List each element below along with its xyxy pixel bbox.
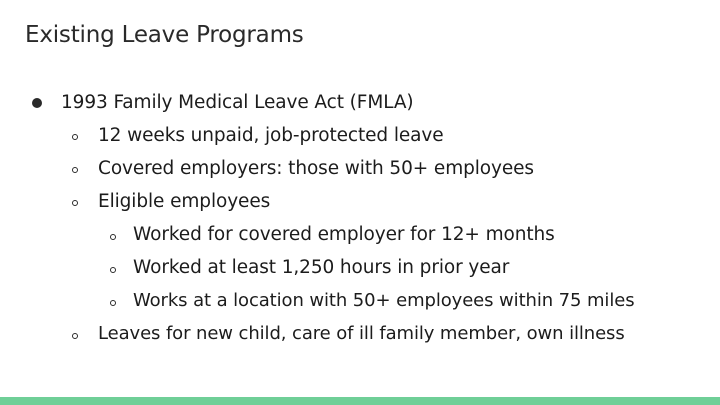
accent-bar (0, 397, 720, 405)
bullet-hollow-icon (110, 234, 116, 240)
bullet-filled-icon (32, 98, 42, 108)
bullet-hollow-icon (72, 167, 78, 173)
bullet-eligible: Eligible employees (98, 191, 271, 212)
bullet-hollow-icon (72, 333, 78, 339)
bullet-hollow-icon (72, 200, 78, 206)
bullet-leaves: Leaves for new child, care of ill family member, own illness (98, 323, 625, 344)
slide-title: Existing Leave Programs (25, 22, 304, 48)
bullet-covered: Covered employers: those with 50+ employees (98, 158, 534, 179)
bullet-hollow-icon (72, 134, 78, 140)
bullet-worked-months: Worked for covered employer for 12+ months (133, 224, 555, 245)
bullet-location: Works at a location with 50+ employees within 75 miles (133, 290, 635, 311)
bullet-hollow-icon (110, 300, 116, 306)
bullet-hollow-icon (110, 267, 116, 273)
bullet-worked-hours: Worked at least 1,250 hours in prior year (133, 257, 510, 278)
bullet-unpaid: 12 weeks unpaid, job-protected leave (98, 125, 444, 146)
bullet-fmla: 1993 Family Medical Leave Act (FMLA) (61, 92, 414, 113)
